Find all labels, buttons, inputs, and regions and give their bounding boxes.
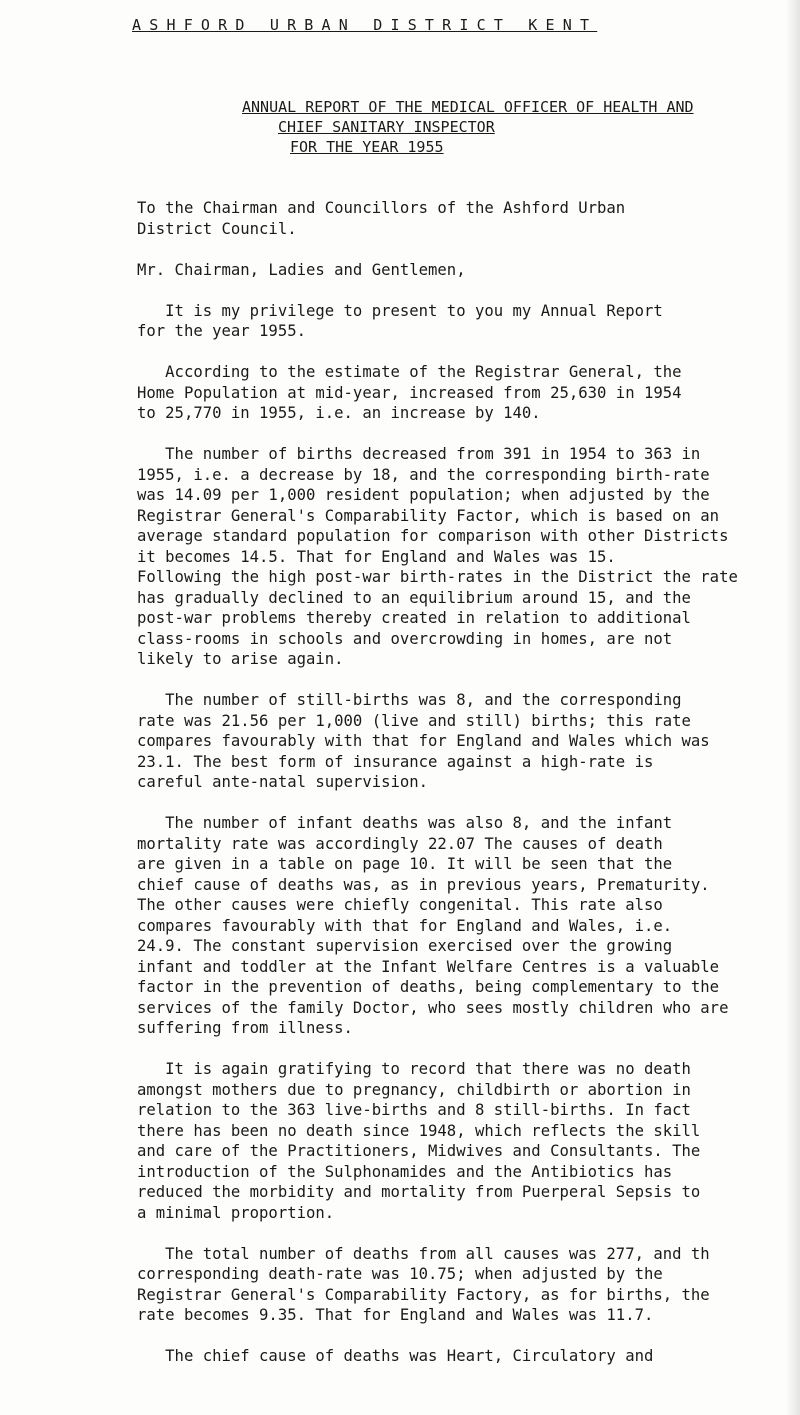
title-line-1: ANNUAL REPORT OF THE MEDICAL OFFICER OF HEALTH AND bbox=[242, 98, 694, 116]
paragraph-maternal-deaths bbox=[137, 1059, 792, 1223]
text-line: for the year 1955. bbox=[137, 322, 306, 340]
text-line: there has been no death since 1948, which reflects the skill bbox=[137, 1121, 701, 1140]
paragraph-births bbox=[137, 444, 792, 670]
text-line: compares favourably with that for England and Wales which was bbox=[137, 732, 710, 750]
paragraph-privilege bbox=[137, 301, 792, 342]
text-line: was 14.09 per 1,000 resident population; when adjusted by the bbox=[137, 486, 710, 504]
title-line-2: CHIEF SANITARY INSPECTOR bbox=[278, 118, 495, 136]
text-line: The other causes were chiefly congenital. This rate also bbox=[137, 896, 663, 914]
text-line: Home Population at mid-year, increased from 25,630 in 1954 bbox=[137, 383, 682, 402]
salutation: Mr. Chairman, Ladies and Gentlemen, bbox=[137, 260, 466, 279]
text-line: relation to the 363 live-births and 8 still-births. In fact bbox=[137, 1101, 691, 1119]
text-line: it becomes 14.5. That for England and Wales was 15. bbox=[137, 547, 616, 566]
text-line: factor in the prevention of deaths, being complementary to the bbox=[137, 978, 720, 996]
text-line: suffering from illness. bbox=[137, 1019, 353, 1037]
report-body bbox=[137, 198, 792, 1367]
text-line: Registrar General's Comparability Factory, as for births, the bbox=[137, 1285, 710, 1304]
text-line: rate was 21.56 per 1,000 (live and still) births; this rate bbox=[137, 711, 691, 730]
district-heading: ASHFORD URBAN DISTRICT KENT bbox=[132, 16, 598, 34]
text-line: mortality rate was accordingly 22.07 The causes of death bbox=[137, 834, 663, 853]
text-line: reduced the morbidity and mortality from Puerperal Sepsis to bbox=[137, 1183, 701, 1201]
text-line: compares favourably with that for England and Wales, i.e. bbox=[137, 916, 673, 935]
text-line: Registrar General's Comparability Factor, which is based on an bbox=[137, 506, 720, 525]
paragraph-chief-cause bbox=[137, 1346, 792, 1367]
text-line: are given in a table on page 10. It will be seen that the bbox=[137, 855, 673, 873]
text-line: average standard population for comparison with other Districts bbox=[137, 527, 729, 545]
text-line: infant and toddler at the Infant Welfare Centres is a valuable bbox=[137, 957, 720, 976]
text-line: careful ante-natal supervision. bbox=[137, 773, 429, 791]
text-line: rate becomes 9.35. That for England and Wales was 11.7. bbox=[137, 1306, 654, 1324]
text-line: The number of births decreased from 391 in 1954 to 363 in bbox=[137, 445, 701, 463]
text-line: It is again gratifying to record that there was no death bbox=[137, 1060, 691, 1078]
text-line: Following the high post-war birth-rates in the District the rate bbox=[137, 568, 738, 586]
text-line: introduction of the Sulphonamides and the Antibiotics has bbox=[137, 1162, 673, 1181]
paragraph-still-births bbox=[137, 690, 792, 793]
text-line: to 25,770 in 1955, i.e. an increase by 140. bbox=[137, 404, 541, 422]
text-line: The number of infant deaths was also 8, and the infant bbox=[137, 814, 673, 832]
address-line: District Council. bbox=[137, 219, 297, 238]
text-line: likely to arise again. bbox=[137, 650, 344, 668]
text-line: amongst mothers due to pregnancy, childbirth or abortion in bbox=[137, 1080, 691, 1099]
paragraph-total-deaths bbox=[137, 1244, 792, 1326]
paragraph-infant-deaths bbox=[137, 813, 792, 1039]
text-line: 1955, i.e. a decrease by 18, and the corresponding birth-rate bbox=[137, 465, 710, 484]
text-line: has gradually declined to an equilibrium around 15, and the bbox=[137, 588, 691, 607]
text-line: According to the estimate of the Registrar General, the bbox=[137, 363, 682, 381]
title-line-3: FOR THE YEAR 1955 bbox=[290, 138, 444, 156]
text-line: The number of still-births was 8, and the corresponding bbox=[137, 691, 682, 709]
text-line: corresponding death-rate was 10.75; when adjusted by the bbox=[137, 1265, 663, 1283]
text-line: a minimal proportion. bbox=[137, 1203, 335, 1222]
text-line: services of the family Doctor, who sees mostly children who are bbox=[137, 998, 729, 1017]
text-line: and care of the Practitioners, Midwives and Consultants. The bbox=[137, 1142, 701, 1160]
text-line: 23.1. The best form of insurance against a high-rate is bbox=[137, 752, 654, 771]
text-line: chief cause of deaths was, as in previous years, Prematurity. bbox=[137, 875, 710, 894]
paragraph-population bbox=[137, 362, 792, 424]
text-line: class-rooms in schools and overcrowding in homes, are not bbox=[137, 629, 673, 648]
report-title bbox=[242, 97, 694, 157]
text-line: post-war problems thereby created in relation to additional bbox=[137, 609, 691, 627]
address-line: To the Chairman and Councillors of the Ashford Urban bbox=[137, 199, 626, 217]
text-line: The total number of deaths from all causes was 277, and th bbox=[137, 1244, 710, 1263]
text-line: The chief cause of deaths was Heart, Circulatory and bbox=[137, 1347, 654, 1365]
text-line: 24.9. The constant supervision exercised over the growing bbox=[137, 937, 673, 955]
text-line: It is my privilege to present to you my Annual Report bbox=[137, 301, 663, 320]
